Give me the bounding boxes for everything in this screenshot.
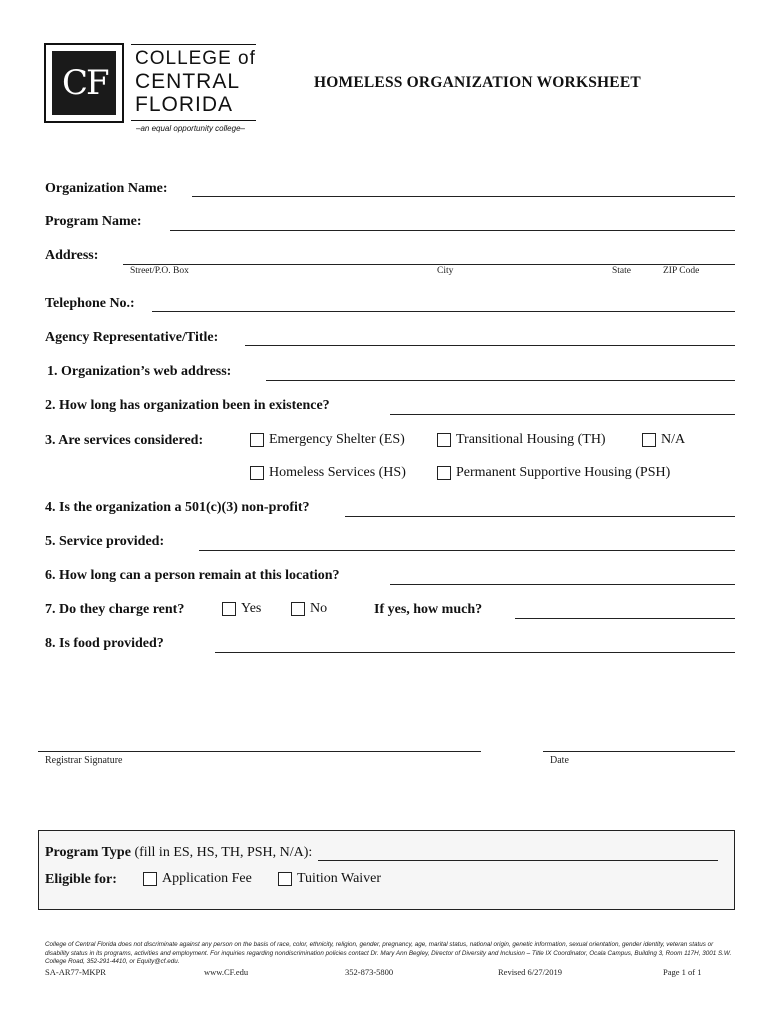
logo-letters: CF xyxy=(62,63,108,103)
q2-label: 2. How long has organization been in existence? xyxy=(45,398,330,413)
checkbox-rent-no[interactable] xyxy=(291,602,305,616)
q5-label: 5. Service provided: xyxy=(45,534,165,549)
address-street-caption: Street/P.O. Box xyxy=(130,266,189,276)
rent-no-label: No xyxy=(310,601,328,616)
option-application-fee[interactable] xyxy=(143,871,252,887)
q6-input[interactable] xyxy=(390,584,735,585)
q3-label: 3. Are services considered: xyxy=(45,433,204,448)
checkbox-tuition-waiver[interactable] xyxy=(278,872,292,886)
program-name-input[interactable] xyxy=(170,230,735,231)
checkbox-application-fee[interactable] xyxy=(143,872,157,886)
telephone-label: Telephone No.: xyxy=(45,296,135,311)
checkbox-hs[interactable] xyxy=(250,466,264,480)
q8-label: 8. Is food provided? xyxy=(45,636,164,651)
q1-label: 1. Organization’s web address: xyxy=(47,364,232,379)
option-rent-yes[interactable] xyxy=(222,601,261,617)
agency-rep-label: Agency Representative/Title: xyxy=(45,330,219,345)
address-state-caption: State xyxy=(612,266,631,276)
address-label: Address: xyxy=(45,248,99,263)
website-link[interactable]: www.CF.edu xyxy=(204,967,249,977)
q6-label: 6. How long can a person remain at this location? xyxy=(45,568,340,583)
registrar-signature-caption: Registrar Signature xyxy=(45,755,123,766)
page-title: HOMELESS ORGANIZATION WORKSHEET xyxy=(314,74,641,91)
logo-line2: CENTRAL xyxy=(135,70,241,93)
address-city-caption: City xyxy=(437,266,454,276)
phone-number: 352-873-5800 xyxy=(345,967,394,977)
address-input[interactable] xyxy=(123,264,735,265)
registrar-signature-line[interactable] xyxy=(38,751,481,752)
option-na[interactable] xyxy=(642,432,685,448)
option-permanent-supportive-housing[interactable] xyxy=(437,465,670,481)
date-caption: Date xyxy=(550,755,569,766)
option-psh-label: Permanent Supportive Housing (PSH) xyxy=(456,465,671,480)
checkbox-na[interactable] xyxy=(642,433,656,447)
program-type-input[interactable] xyxy=(318,860,718,861)
option-tuition-waiver[interactable] xyxy=(278,871,381,887)
page-number: Page 1 of 1 xyxy=(663,967,702,977)
logo-tagline: –an equal opportunity college– xyxy=(136,124,245,133)
nondiscrimination-statement: College of Central Florida does not discriminate against any person on the basis of race, color, ethnicity, religion, gender, pregnancy, age, marital status, national origin, genetic information, sexual orientation, gender identity, veteran status or disability status in its programs, activities and employment. For inquiries regarding nondiscrimination policies contact Dr. Mary Ann Begley, Director of Diversity and Inclusion – Title IX Coordinator, Ocala Campus, Building 3, Room 117H, 3001 S.W. College Road, 352-291-4410, or Equity@cf.edu. xyxy=(45,941,732,965)
q5-input[interactable] xyxy=(199,550,735,551)
q8-input[interactable] xyxy=(215,652,735,653)
option-homeless-services[interactable] xyxy=(250,465,406,481)
college-logo-mark xyxy=(44,43,124,123)
checkbox-psh[interactable] xyxy=(437,466,451,480)
q2-input[interactable] xyxy=(390,414,735,415)
logo-rule-bottom xyxy=(131,120,256,121)
program-name-label: Program Name: xyxy=(45,214,142,229)
logo-line1: COLLEGE of xyxy=(135,48,256,69)
org-name-label: Organization Name: xyxy=(45,181,168,196)
telephone-input[interactable] xyxy=(152,311,735,312)
date-line[interactable] xyxy=(543,751,735,752)
application-fee-label: Application Fee xyxy=(162,871,252,886)
logo-line3: FLORIDA xyxy=(135,93,234,116)
checkbox-rent-yes[interactable] xyxy=(222,602,236,616)
address-zip-caption: ZIP Code xyxy=(663,266,700,276)
form-id: SA-AR77-MKPR xyxy=(45,967,106,977)
q7-label: 7. Do they charge rent? xyxy=(45,602,185,617)
checkbox-es[interactable] xyxy=(250,433,264,447)
agency-rep-input[interactable] xyxy=(245,345,735,346)
checkbox-th[interactable] xyxy=(437,433,451,447)
q4-label: 4. Is the organization a 501(c)(3) non-profit? xyxy=(45,500,310,515)
q4-input[interactable] xyxy=(345,516,735,517)
option-es-label: Emergency Shelter (ES) xyxy=(269,432,405,447)
rent-amount-input[interactable] xyxy=(515,618,735,619)
option-th-label: Transitional Housing (TH) xyxy=(456,432,606,447)
logo-rule-top xyxy=(131,44,256,45)
option-emergency-shelter[interactable] xyxy=(250,432,405,448)
option-na-label: N/A xyxy=(661,432,686,447)
org-name-input[interactable] xyxy=(192,196,735,197)
program-type-label-rest: (fill in ES, HS, TH, PSH, N/A): xyxy=(130,845,313,860)
program-type-label-bold: Program Type xyxy=(45,845,131,860)
program-type-box xyxy=(38,830,735,910)
option-hs-label: Homeless Services (HS) xyxy=(269,465,406,480)
eligible-for-label: Eligible for: xyxy=(45,872,117,887)
rent-yes-label: Yes xyxy=(241,601,262,616)
tuition-waiver-label: Tuition Waiver xyxy=(297,871,382,886)
option-transitional-housing[interactable] xyxy=(437,432,606,448)
rent-amount-label: If yes, how much? xyxy=(374,602,483,617)
q1-input[interactable] xyxy=(266,380,735,381)
option-rent-no[interactable] xyxy=(291,601,327,617)
revised-date: Revised 6/27/2019 xyxy=(498,967,562,977)
program-type-label xyxy=(45,845,312,861)
